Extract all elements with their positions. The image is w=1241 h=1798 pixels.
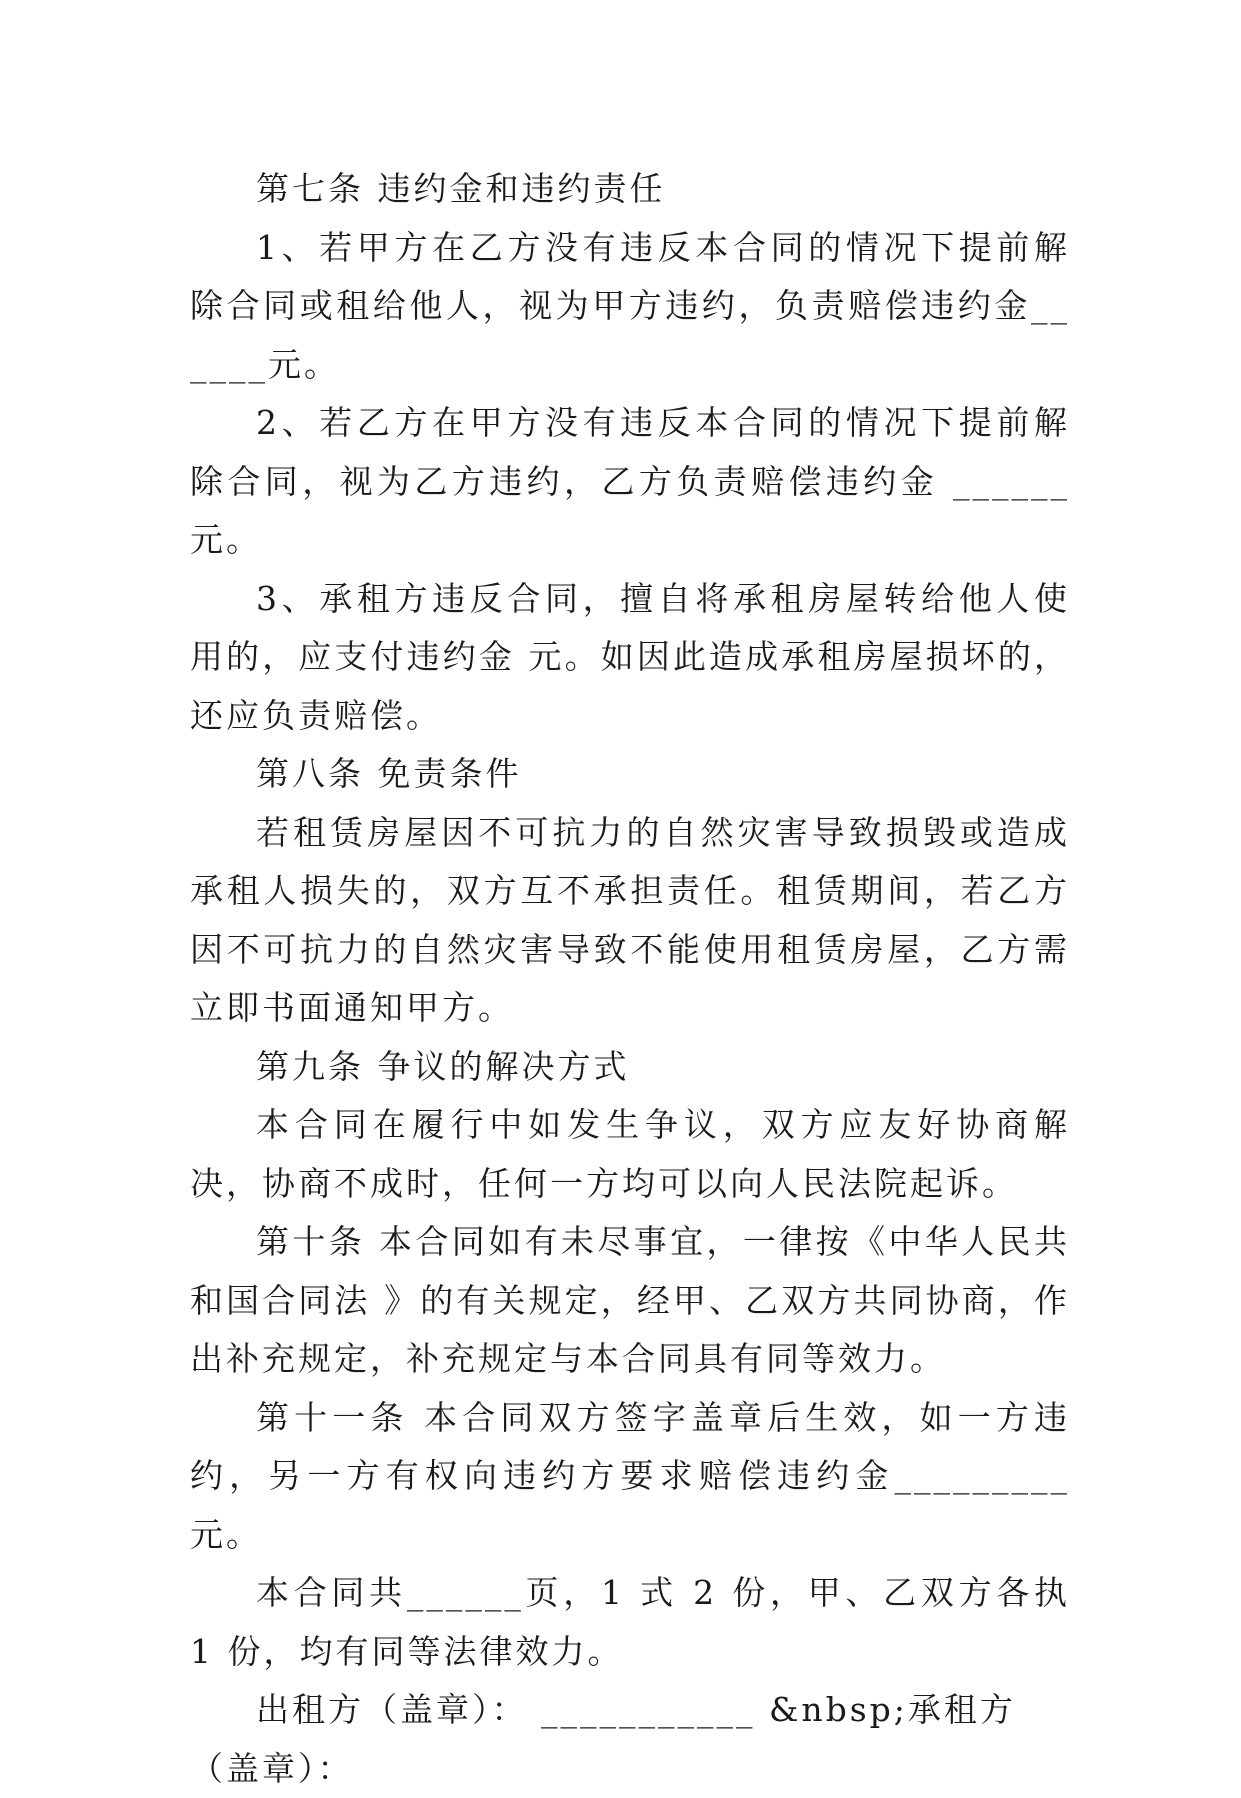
article-7-clause-1: 1、若甲方在乙方没有违反本合同的情况下提前解除合同或租给他人，视为甲方违约，负责赔偿违约金______元。	[190, 227, 1070, 384]
article-8-body: 若租赁房屋因不可抗力的自然灾害导致损毁或造成承租人损失的，双方互不承担责任。租赁期间，若乙方因不可抗力的自然灾害导致不能使用租赁房屋，乙方需立即书面通知甲方。	[190, 812, 1070, 1027]
article-10-body: 第十条 本合同如有未尽事宜，一律按《中华人民共和国合同法 》的有关规定，经甲、乙双方共同协商，作出补充规定，补充规定与本合同具有同等效力。	[190, 1222, 1070, 1378]
signature-line: 出租方（盖章）： ___________ &nbsp;承租方（盖章）：	[190, 1690, 1016, 1788]
article-7-clause-2: 2、若乙方在甲方没有违反本合同的情况下提前解除合同，视为乙方违约，乙方负责赔偿违约金 ______元。	[190, 403, 1070, 559]
article-11-body: 第十一条 本合同双方签字盖章后生效，如一方违约，另一方有权向违约方要求赔偿违约金_________元。	[190, 1397, 1070, 1554]
article-7-clause-3: 3、承租方违反合同，擅自将承租房屋转给他人使用的，应支付违约金 元。如因此造成承租房屋损坏的，还应负责赔偿。	[190, 578, 1070, 735]
article-9-body: 本合同在履行中如发生争议，双方应友好协商解决，协商不成时，任何一方均可以向人民法院起诉。	[190, 1105, 1070, 1203]
document-body	[190, 160, 1070, 1798]
article-7-heading: 第七条 违约金和违约责任	[256, 169, 666, 208]
article-9-heading: 第九条 争议的解决方式	[256, 1046, 630, 1086]
copies-clause: 本合同共______页，1 式 2 份，甲、乙双方各执 1 份，均有同等法律效力。	[190, 1573, 1070, 1671]
article-8-heading: 第八条 免责条件	[256, 754, 522, 793]
